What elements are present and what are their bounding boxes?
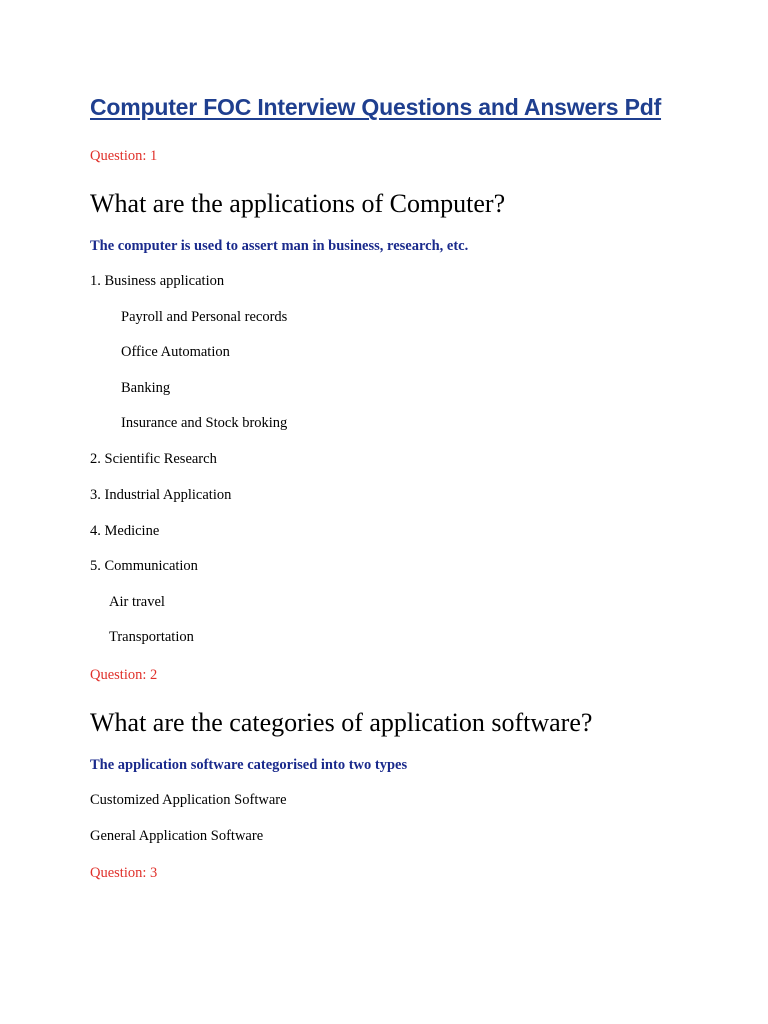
question-2-heading: What are the categories of application software? [90,708,593,737]
list-item: Banking [121,380,171,396]
question-2-label: Question: 2 [90,667,158,683]
list-item: Customized Application Software [90,792,287,808]
question-1-label: Question: 1 [90,148,158,164]
list-item: 2. Scientific Research [90,451,217,467]
list-item: 1. Business application [90,273,225,289]
list-item: Air travel [109,594,165,610]
question-1-heading: What are the applications of Computer? [90,189,506,218]
document-title: Computer FOC Interview Questions and Answers Pdf [90,94,662,120]
list-item: Transportation [109,629,194,645]
list-item: 4. Medicine [90,523,160,539]
list-item: Office Automation [121,344,230,360]
question-3-label: Question: 3 [90,865,158,881]
list-item: Insurance and Stock broking [121,415,288,431]
list-item: 5. Communication [90,558,198,574]
question-1-answer-intro: The computer is used to assert man in business, research, etc. [90,238,469,254]
question-2-answer-intro: The application software categorised into two types [90,757,408,773]
list-item: Payroll and Personal records [121,309,288,325]
list-item: General Application Software [90,828,264,844]
list-item: 3. Industrial Application [90,487,232,503]
